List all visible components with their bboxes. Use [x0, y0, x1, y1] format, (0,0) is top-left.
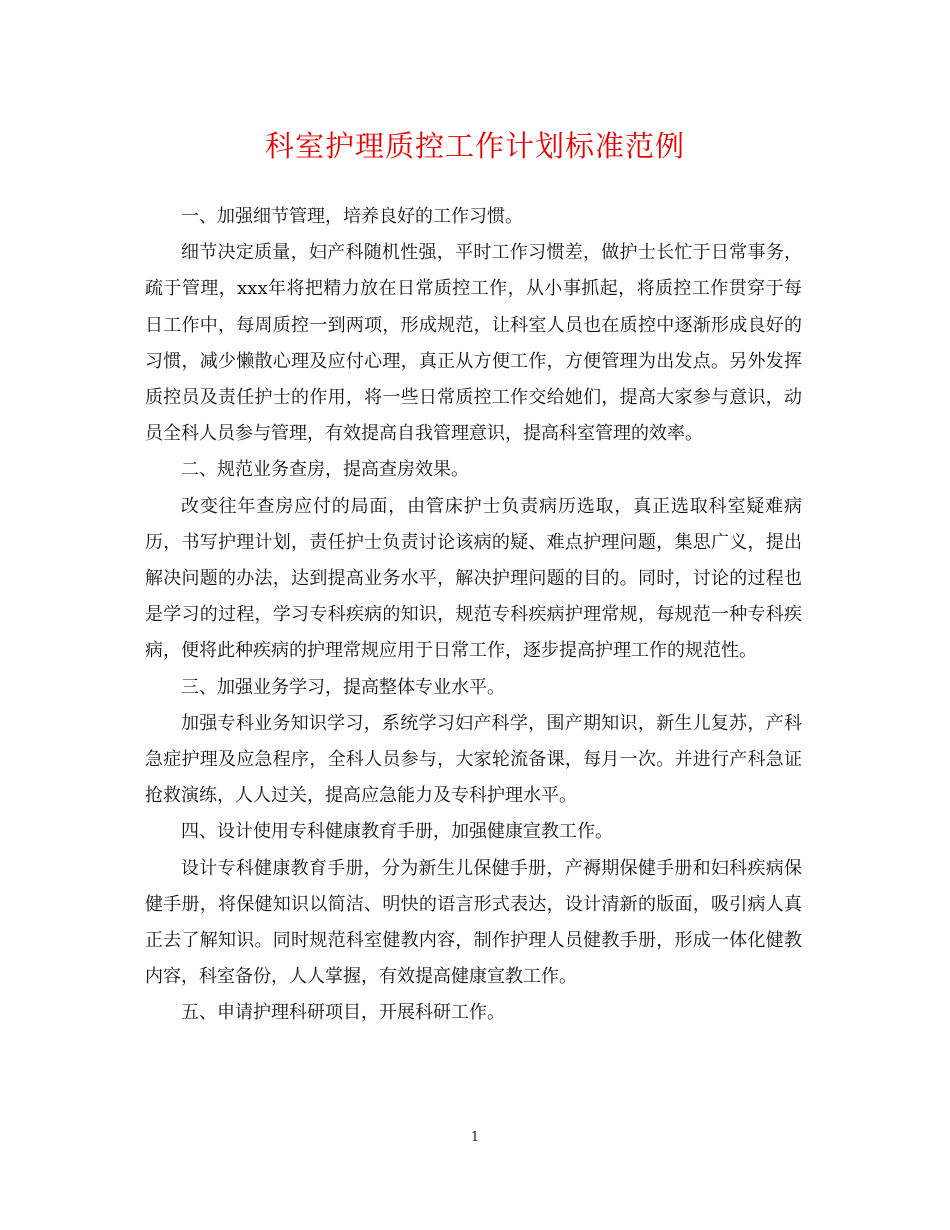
paragraph-1: 细节决定质量，妇产科随机性强，平时工作习惯差，做护士长忙于日常事务，疏于管理，xxx年将把精力放在日常质控工作，从小事抓起，将质控工作贯穿于每日工作中，每周质控一到两项，形成规范，让科室人员也在质控中逐渐形成良好的习惯，减少懒散心理及应付心理，真正从方便工作，方便管理为出发点。另外发挥质控员及责任护士的作用，将一些日常质控工作交给她们，提高大家参与意识，动员全科人员参与管理，有效提高自我管理意识，提高科室管理的效率。 [145, 242, 802, 445]
section-heading-5: 五、申请护理科研项目，开展科研工作。 [181, 1002, 505, 1024]
paragraph-3: 加强专科业务知识学习，系统学习妇产科学，围产期知识，新生儿复苏，产科急症护理及应急程序，全科人员参与，大家轮流备课，每月一次。并进行产科急证抢救演练，人人过关，提高应急能力及专科护理水平。 [145, 712, 802, 807]
section-heading-3: 三、加强业务学习，提高整体专业水平。 [181, 676, 505, 698]
page-number: 1 [470, 1130, 480, 1145]
section-heading-4: 四、设计使用专科健康教育手册，加强健康宣教工作。 [181, 821, 613, 843]
paragraph-2: 改变往年查房应付的局面，由管床护士负责病历选取，真正选取科室疑难病历，书写护理计划，责任护士负责讨论该病的疑、难点护理问题，集思广义，提出解决问题的办法，达到提高业务水平，解决护理问题的目的。同时，讨论的过程也是学习的过程，学习专科疾病的知识，规范专科疾病护理常规，每规范一种专科疾病，便将此种疾病的护理常规应用于日常工作，逐步提高护理工作的规范性。 [145, 495, 802, 662]
document-body [145, 199, 802, 1032]
document-title: 科室护理质控工作计划标准范例 [264, 129, 685, 163]
paragraph-4: 设计专科健康教育手册，分为新生儿保健手册，产褥期保健手册和妇科疾病保健手册，将保健知识以简洁、明快的语言形式表达，设计清新的版面，吸引病人真正去了解知识。同时规范科室健教内容，制作护理人员健教手册，形成一体化健教内容，科室备份，人人掌握，有效提高健康宣教工作。 [145, 857, 802, 988]
section-heading-2: 二、规范业务查房，提高查房效果。 [181, 459, 469, 481]
section-heading-1: 一、加强细节管理，培养良好的工作习惯。 [181, 206, 523, 227]
